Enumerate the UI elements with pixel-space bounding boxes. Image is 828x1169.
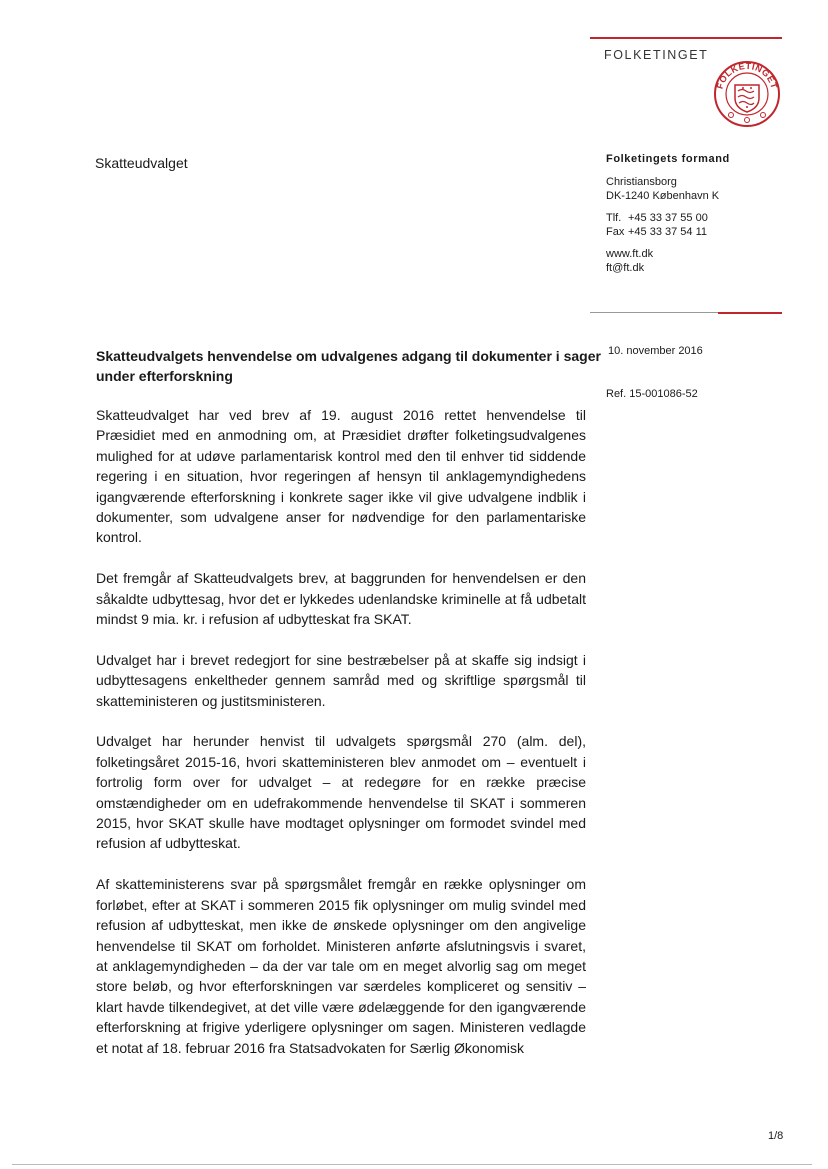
page-number: 1/8	[768, 1130, 784, 1142]
body-paragraph: Udvalget har herunder henvist til udvalgets spørgsmål 270 (alm. del), folketingsåret 2015-16, hvori skatteministeren blev anmodet om – eventuelt i fortrolig form over for udvalget – at redegøre for en række præcise omstændigheder om en udefrakommende henvendelse til SKAT i sommeren 2015, hvor SKAT skulle have modtaget oplysninger om formodet svindel med refusion af udbytteskat.	[96, 733, 586, 852]
page-bottom-edge	[12, 1164, 812, 1165]
address-line-1: Christiansborg	[606, 176, 677, 188]
letter-heading: Skatteudvalgets henvendelse om udvalgenes adgang til dokumenter i sager under efterforskning	[96, 348, 601, 384]
body-paragraph: Det fremgår af Skatteudvalgets brev, at baggrunden for henvendelsen er den såkaldte udbyttesag, hvor det er lykkedes udenlandske kriminelle at få udbetalt mindst 9 mia. kr. i refusion af udbytteskat fra SKAT.	[96, 570, 586, 628]
sender-title: Folketingets formand	[606, 153, 730, 165]
body-paragraph: Af skatteministerens svar på spørgsmålet fremgår en række oplysninger om forløbet, efter at SKAT i sommeren 2015 fik oplysninger om mulig svindel med refusion af udbytteskat, men ikke de ønskede oplysninger om den angivelige henvendelse til SKAT om forholdet. Ministeren anførte afslutningsvis i svaret, at anklagemyndigheden – da der var tale om en meget alvorlig sag om meget store beløb, og hvor efterforskningen var særdeles kompliceret og sensitiv – klart havde tilkendegivet, at det ville være ødelæggende for den igangværende efterforskning at frigive yderligere oplysninger om sagen. Ministeren vedlagde et notat af 18. februar 2016 fra Statsadvokaten for Særlig Økonomisk	[96, 876, 586, 1056]
reference-number: Ref. 15-001086-52	[606, 388, 698, 400]
brand-name: FOLKETINGET	[604, 48, 709, 62]
letter-date: 10. november 2016	[608, 345, 703, 357]
fax-row	[606, 225, 806, 239]
svg-text:FOLKETINGET: FOLKETINGET	[714, 60, 780, 91]
sender-block	[606, 152, 806, 275]
sender-divider-accent	[718, 312, 782, 314]
phone-row	[606, 211, 806, 225]
tel-label: Tlf.	[606, 212, 622, 224]
email-link[interactable]: ft@ft.dk	[606, 262, 645, 274]
sender-divider	[590, 312, 718, 313]
letter-body	[96, 405, 586, 1078]
recipient-committee: Skatteudvalget	[95, 155, 188, 171]
folketinget-seal-icon	[713, 60, 781, 128]
fax-number: +45 33 37 54 11	[628, 226, 708, 238]
address-line-2: DK-1240 København K	[606, 190, 720, 202]
fax-label: Fax	[606, 226, 625, 238]
website-link[interactable]: www.ft.dk	[606, 248, 654, 260]
body-paragraph: Udvalget har i brevet redegjort for sine bestræbelser på at skaffe sig indsigt i udbyttesagens enkeltheder gennem samråd med og skriftlige spørgsmål til skatteministeren og justitsministeren.	[96, 651, 586, 709]
header-top-rule	[590, 37, 782, 39]
body-paragraph: Skatteudvalget har ved brev af 19. august 2016 rettet henvendelse til Præsidiet med en anmodning om, at Præsidiet drøfter folketingsudvalgenes mulighed for at udøve parlamentarisk kontrol med den til enhver tid siddende regering i en situation, hvor regeringen af hensyn til anklagemyndighedens igangværende efterforskning i konkrete sager ikke vil give udvalgene indblik i dokumenter, som udvalgene anser for nødvendige for den parlamentariske kontrol.	[96, 407, 586, 546]
tel-number: +45 33 37 55 00	[628, 212, 708, 224]
